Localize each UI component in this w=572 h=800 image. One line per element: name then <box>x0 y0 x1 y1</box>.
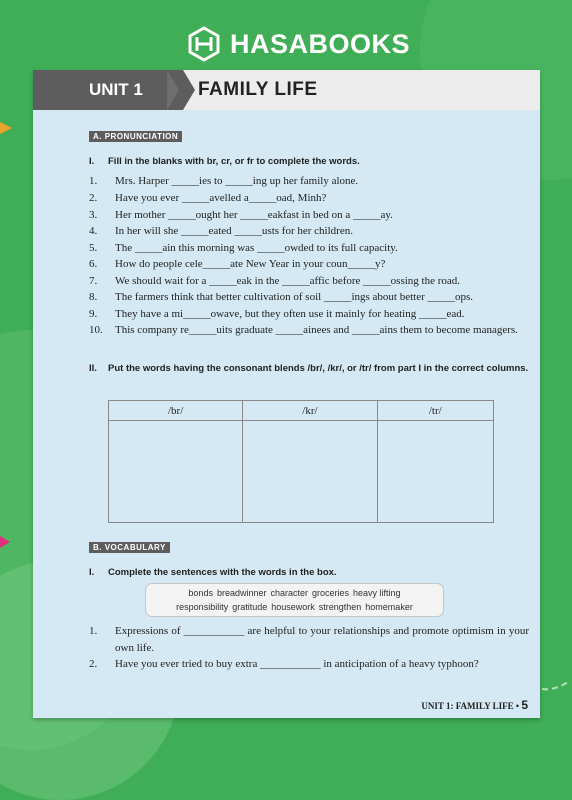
item-text: Have you ever _____avelled a_____oad, Minh? <box>115 192 327 204</box>
unit-arrow-shadow <box>167 70 179 110</box>
word-box-word: heavy lifting <box>353 588 401 598</box>
column-cell-kr <box>243 421 377 523</box>
exercise-a2-instruction <box>89 361 529 376</box>
item-number: 9. <box>89 308 98 320</box>
item-text: Expressions of ___________ are helpful to your relationships and promote optimism in your own life. <box>115 625 529 654</box>
list-item <box>89 322 529 339</box>
word-box-word: breadwinner <box>216 588 267 598</box>
item-text: How do people cele_____ate New Year in your coun_____y? <box>115 258 386 270</box>
unit-arrow <box>183 70 195 110</box>
list-item <box>89 190 529 207</box>
word-box-word: responsibility <box>176 602 229 612</box>
item-text: In her will she _____eated _____usts for her children. <box>115 225 353 237</box>
list-item <box>89 623 529 656</box>
item-number: 3. <box>89 209 98 221</box>
hasabooks-logo-icon <box>186 26 222 62</box>
list-item <box>89 273 529 290</box>
list-item <box>89 173 529 190</box>
column-header-br: /br/ <box>109 401 243 421</box>
item-number: 2. <box>89 192 98 204</box>
unit-title: FAMILY LIFE <box>198 79 318 100</box>
section-a-label: A. PRONUNCIATION <box>89 131 182 142</box>
footer-unit-text: UNIT 1: FAMILY LIFE • <box>421 701 520 711</box>
item-number: 10. <box>89 324 103 336</box>
page-footer <box>421 698 528 712</box>
item-text: We should wait for a _____eak in the _____affic before _____ossing the road. <box>115 275 461 287</box>
word-box-row <box>146 586 443 600</box>
blends-table <box>108 400 494 523</box>
column-header-kr: /kr/ <box>243 401 377 421</box>
exercise-number: I. <box>89 567 95 578</box>
item-text: Mrs. Harper _____ies to _____ing up her family alone. <box>115 175 359 187</box>
item-text: Her mother _____ought her _____eakfast in bed on a _____ay. <box>115 209 393 221</box>
brand-header <box>186 24 410 64</box>
word-box-word: homemaker <box>365 602 413 612</box>
instruction-text: Put the words having the consonant blends /br/, /kr/, or /tr/ from part I in the correct columns. <box>108 363 529 374</box>
exercise-number: II. <box>89 363 97 374</box>
list-item <box>89 256 529 273</box>
page-number: 5 <box>521 698 528 712</box>
column-cell-br <box>109 421 243 523</box>
item-number: 4. <box>89 225 98 237</box>
decorative-triangle <box>0 122 12 134</box>
instruction-text: Fill in the blanks with br, cr, or fr to complete the words. <box>108 156 360 167</box>
word-box-row <box>146 600 443 614</box>
section-b-label: B. VOCABULARY <box>89 542 170 553</box>
item-text: This company re_____uits graduate _____ainees and _____ains them to become managers. <box>115 324 518 336</box>
brand-name: HASABOOKS <box>230 28 411 59</box>
item-text: Have you ever tried to buy extra ___________ in anticipation of a heavy typhoon? <box>115 658 479 670</box>
list-item <box>89 240 529 257</box>
word-box-word: housework <box>271 602 315 612</box>
item-text: The _____ain this morning was _____owded to its full capacity. <box>115 242 398 254</box>
word-box-word: character <box>270 588 309 598</box>
word-box-word: gratitude <box>232 602 268 612</box>
item-number: 5. <box>89 242 98 254</box>
list-item <box>89 306 529 323</box>
exercise-number: I. <box>89 156 95 167</box>
decorative-triangle <box>0 536 10 548</box>
item-number: 6. <box>89 258 98 270</box>
unit-header <box>33 70 540 110</box>
item-number: 2. <box>89 658 98 670</box>
word-box-word: bonds <box>188 588 213 598</box>
unit-label: UNIT 1 <box>33 70 183 110</box>
item-number: 7. <box>89 275 98 287</box>
item-number: 8. <box>89 291 98 303</box>
word-box <box>146 584 443 616</box>
word-box-word: strengthen <box>318 602 362 612</box>
workbook-page <box>33 70 540 718</box>
list-item <box>89 223 529 240</box>
column-header-tr: /tr/ <box>377 401 493 421</box>
column-cell-tr <box>377 421 493 523</box>
list-item <box>89 656 529 673</box>
item-number: 1. <box>89 625 98 637</box>
item-text: They have a mi_____owave, but they often use it mainly for heating _____ead. <box>115 308 465 320</box>
item-text: The farmers think that better cultivation of soil _____ings about better _____ops. <box>115 291 474 303</box>
instruction-text: Complete the sentences with the words in the box. <box>108 567 337 578</box>
list-item <box>89 289 529 306</box>
word-box-word: groceries <box>312 588 350 598</box>
list-item <box>89 207 529 224</box>
item-number: 1. <box>89 175 98 187</box>
